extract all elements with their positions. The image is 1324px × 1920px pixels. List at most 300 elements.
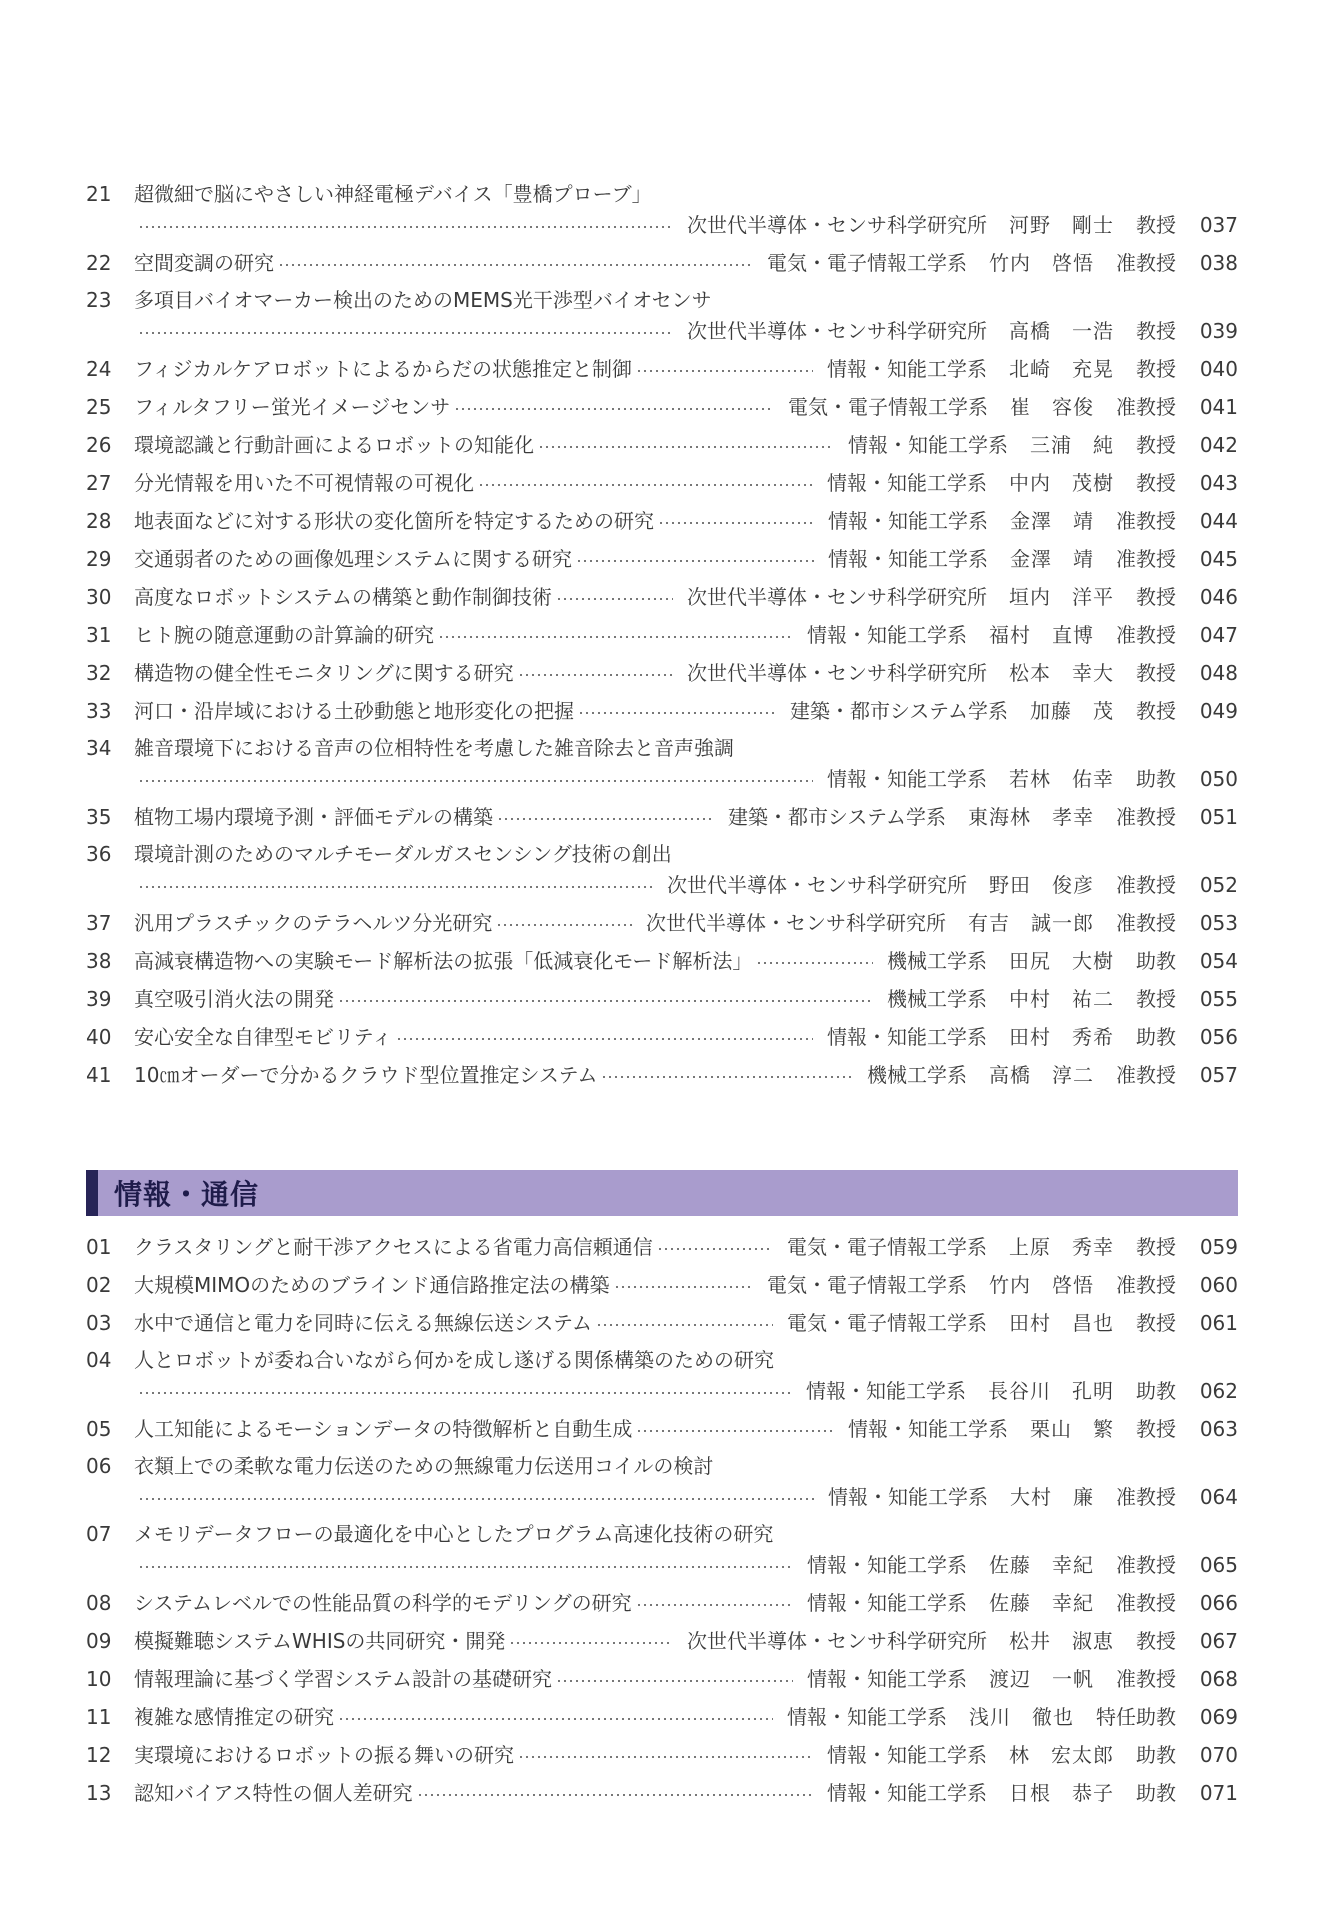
toc-entry[interactable] <box>86 1736 1238 1774</box>
entry-number: 39 <box>86 987 112 1011</box>
toc-entry[interactable] <box>86 1056 1238 1094</box>
dot-leader <box>396 1038 813 1040</box>
dot-leader <box>338 1718 773 1720</box>
entry-page-number: 062 <box>1199 1379 1238 1403</box>
entry-title: 10㎝オーダーで分かるクラウド型位置推定システム <box>134 1063 598 1087</box>
entry-page-number: 063 <box>1199 1417 1238 1441</box>
dot-leader <box>438 636 793 638</box>
entry-author-name: 大村 廉 <box>1010 1485 1094 1509</box>
entry-author-name: 中内 茂樹 <box>1009 471 1114 495</box>
toc-entry[interactable] <box>86 654 1238 692</box>
dot-leader <box>138 780 813 782</box>
entry-page-number: 071 <box>1199 1781 1238 1805</box>
entry-number: 40 <box>86 1025 112 1049</box>
entry-number: 28 <box>86 509 112 533</box>
entry-department: 建築・都市システム学系 <box>790 699 1008 723</box>
entry-author-name: 日根 恭子 <box>1009 1781 1114 1805</box>
entry-page-number: 066 <box>1199 1591 1238 1615</box>
entry-number: 38 <box>86 949 112 973</box>
toc-entry[interactable] <box>86 980 1238 1018</box>
entry-title: ヒト腕の随意運動の計算論的研究 <box>134 623 434 647</box>
toc-entry[interactable] <box>86 836 1238 904</box>
entry-number: 41 <box>86 1063 112 1087</box>
dot-leader <box>636 1430 834 1432</box>
entry-author-info <box>827 767 1238 791</box>
entry-author-info <box>646 911 1238 935</box>
entry-department: 次世代半導体・センサ科学研究所 <box>687 319 987 343</box>
toc-entry[interactable] <box>86 1698 1238 1736</box>
entry-department: 次世代半導体・センサ科学研究所 <box>687 661 987 685</box>
entry-author-info <box>687 213 1238 237</box>
entry-page-number: 042 <box>1199 433 1238 457</box>
entry-number: 04 <box>86 1348 112 1372</box>
entry-author-info <box>787 1705 1238 1729</box>
entry-author-name: 田村 秀希 <box>1009 1025 1114 1049</box>
entry-author-name: 田尻 大樹 <box>1009 949 1114 973</box>
dot-leader <box>518 1756 813 1758</box>
entry-number: 08 <box>86 1591 112 1615</box>
entry-position: 助教 <box>1136 1743 1176 1767</box>
entry-author-name: 林 宏太郎 <box>1009 1743 1114 1767</box>
entry-page-number: 068 <box>1199 1667 1238 1691</box>
entry-title: 水中で通信と電力を同時に伝える無線伝送システム <box>134 1311 592 1335</box>
entry-author-info <box>667 873 1238 897</box>
entry-title: フィルタフリー蛍光イメージセンサ <box>134 395 451 419</box>
entry-number: 37 <box>86 911 112 935</box>
entry-page-number: 049 <box>1199 699 1238 723</box>
entry-position: 准教授 <box>1116 1667 1176 1691</box>
entry-page-number: 055 <box>1199 987 1238 1011</box>
dot-leader <box>497 818 714 820</box>
entry-author-info <box>767 1273 1238 1297</box>
entry-position: 教授 <box>1136 1235 1176 1259</box>
entry-number: 33 <box>86 699 112 723</box>
toc-entry[interactable] <box>86 798 1238 836</box>
toc-entry[interactable] <box>86 1774 1238 1812</box>
entry-page-number: 052 <box>1199 873 1238 897</box>
entry-position: 助教 <box>1136 1781 1176 1805</box>
entry-author-info <box>827 357 1238 381</box>
toc-entry[interactable] <box>86 426 1238 464</box>
entry-department: 次世代半導体・センサ科学研究所 <box>667 873 967 897</box>
entry-position: 准教授 <box>1116 1553 1176 1577</box>
entry-title: 情報理論に基づく学習システム設計の基礎研究 <box>134 1667 552 1691</box>
entry-department: 情報・知能工学系 <box>807 1667 967 1691</box>
entry-position: 助教 <box>1136 949 1176 973</box>
entry-position: 助教 <box>1136 767 1176 791</box>
toc-entry[interactable] <box>86 730 1238 798</box>
entry-number: 22 <box>86 251 112 275</box>
entry-department: 次世代半導体・センサ科学研究所 <box>687 585 987 609</box>
entry-number: 36 <box>86 842 112 866</box>
entry-author-info <box>848 433 1238 457</box>
entry-department: 情報・知能工学系 <box>828 547 988 571</box>
entry-title: 地表面などに対する形状の変化箇所を特定するための研究 <box>134 509 654 533</box>
entry-page-number: 064 <box>1199 1485 1238 1509</box>
entry-number: 03 <box>86 1311 112 1335</box>
entry-page-number: 047 <box>1199 623 1238 647</box>
entry-department: 情報・知能工学系 <box>827 1781 987 1805</box>
entry-number: 31 <box>86 623 112 647</box>
entry-department: 情報・知能工学系 <box>828 1485 988 1509</box>
entry-number: 24 <box>86 357 112 381</box>
entry-title: 大規模MIMOのためのブラインド通信路推定法の構築 <box>134 1273 610 1297</box>
entry-author-name: 浅川 徹也 <box>969 1705 1074 1729</box>
entry-title: 雑音環境下における音声の位相特性を考慮した雑音除去と音声強調 <box>134 736 734 760</box>
entry-author-info <box>687 1629 1238 1653</box>
entry-author-name: 高橋 一浩 <box>1009 319 1114 343</box>
toc-entry[interactable] <box>86 1018 1238 1056</box>
entry-number: 35 <box>86 805 112 829</box>
entry-department: 情報・知能工学系 <box>807 623 967 647</box>
entry-number: 01 <box>86 1235 112 1259</box>
entry-author-name: 垣内 洋平 <box>1009 585 1114 609</box>
entry-department: 情報・知能工学系 <box>807 1553 967 1577</box>
entry-department: 電気・電子情報工学系 <box>788 395 988 419</box>
dot-leader <box>657 1248 773 1250</box>
toc-entry[interactable] <box>86 1410 1238 1448</box>
dot-leader <box>278 264 753 266</box>
entry-department: 機械工学系 <box>887 987 987 1011</box>
dot-leader <box>138 886 653 888</box>
entry-page-number: 046 <box>1199 585 1238 609</box>
entry-page-number: 053 <box>1199 911 1238 935</box>
entry-title: 分光情報を用いた不可視情報の可視化 <box>134 471 474 495</box>
entry-title: 安心安全な自律型モビリティ <box>134 1025 392 1049</box>
dot-leader <box>478 484 813 486</box>
entry-author-info <box>806 1379 1238 1403</box>
entry-author-name: 上原 秀幸 <box>1009 1235 1114 1259</box>
entry-number: 29 <box>86 547 112 571</box>
toc-list-info-communication <box>86 1228 1238 1812</box>
entry-author-info <box>828 547 1238 571</box>
dot-leader <box>338 1000 873 1002</box>
dot-leader <box>518 674 673 676</box>
entry-number: 02 <box>86 1273 112 1297</box>
entry-position: 准教授 <box>1116 251 1176 275</box>
entry-author-info <box>867 1063 1238 1087</box>
entry-page-number: 040 <box>1199 357 1238 381</box>
entry-position: 准教授 <box>1116 547 1176 571</box>
entry-position: 教授 <box>1136 433 1176 457</box>
entry-author-info <box>827 471 1238 495</box>
entry-department: 情報・知能工学系 <box>787 1705 947 1729</box>
entry-author-name: 東海林 孝幸 <box>968 805 1094 829</box>
entry-position: 教授 <box>1136 1629 1176 1653</box>
entry-department: 情報・知能工学系 <box>828 509 988 533</box>
entry-author-info <box>807 1553 1238 1577</box>
entry-author-info <box>687 319 1238 343</box>
entry-number: 11 <box>86 1705 112 1729</box>
entry-position: 助教 <box>1136 1025 1176 1049</box>
entry-number: 10 <box>86 1667 112 1691</box>
entry-department: 電気・電子情報工学系 <box>767 1273 967 1297</box>
entry-position: 教授 <box>1136 699 1176 723</box>
dot-leader <box>454 408 774 410</box>
entry-title: 複雑な感情推定の研究 <box>134 1705 334 1729</box>
entry-department: 機械工学系 <box>867 1063 967 1087</box>
entry-author-info <box>807 623 1238 647</box>
entry-department: 建築・都市システム学系 <box>728 805 946 829</box>
dot-leader <box>756 962 873 964</box>
entry-title: 模擬難聴システムWHISの共同研究・開発 <box>134 1629 506 1653</box>
entry-position: 准教授 <box>1116 805 1176 829</box>
entry-number: 05 <box>86 1417 112 1441</box>
entry-author-info <box>787 1235 1238 1259</box>
toc-entry[interactable] <box>86 1660 1238 1698</box>
entry-number: 21 <box>86 182 112 206</box>
entry-department: 次世代半導体・センサ科学研究所 <box>687 213 987 237</box>
entry-position: 准教授 <box>1116 1485 1176 1509</box>
dot-leader <box>601 1076 853 1078</box>
entry-position: 准教授 <box>1116 911 1176 935</box>
entry-author-info <box>788 395 1238 419</box>
entry-page-number: 067 <box>1199 1629 1238 1653</box>
entry-author-name: 三浦 純 <box>1030 433 1114 457</box>
entry-author-name: 有吉 誠一郎 <box>968 911 1094 935</box>
entry-position: 教授 <box>1136 1311 1176 1335</box>
entry-department: 電気・電子情報工学系 <box>767 251 967 275</box>
entry-page-number: 048 <box>1199 661 1238 685</box>
entry-department: 情報・知能工学系 <box>806 1379 966 1403</box>
entry-title: 汎用プラスチックのテラヘルツ分光研究 <box>134 911 493 935</box>
toc-entry[interactable] <box>86 692 1238 730</box>
entry-number: 27 <box>86 471 112 495</box>
entry-title: クラスタリングと耐干渉アクセスによる省電力高信頼通信 <box>134 1235 653 1259</box>
entry-position: 教授 <box>1136 987 1176 1011</box>
dot-leader <box>509 1642 673 1644</box>
dot-leader <box>576 560 814 562</box>
dot-leader <box>556 598 673 600</box>
entry-page-number: 038 <box>1199 251 1238 275</box>
toc-list-previous-section <box>86 176 1238 1094</box>
entry-position: 准教授 <box>1116 509 1176 533</box>
entry-author-name: 金澤 靖 <box>1010 547 1094 571</box>
dot-leader <box>138 226 673 228</box>
toc-entry[interactable] <box>86 388 1238 426</box>
entry-title: 環境認識と行動計画によるロボットの知能化 <box>134 433 534 457</box>
dot-leader <box>578 712 776 714</box>
entry-number: 32 <box>86 661 112 685</box>
toc-entry[interactable] <box>86 942 1238 980</box>
entry-position: 教授 <box>1136 319 1176 343</box>
toc-entry[interactable] <box>86 1448 1238 1516</box>
entry-title: 実環境におけるロボットの振る舞いの研究 <box>134 1743 514 1767</box>
entry-page-number: 059 <box>1199 1235 1238 1259</box>
entry-title: 環境計測のためのマルチモーダルガスセンシング技術の創出 <box>134 842 672 866</box>
entry-author-info <box>827 1025 1238 1049</box>
toc-entry[interactable] <box>86 176 1238 244</box>
entry-title: 高度なロボットシステムの構築と動作制御技術 <box>134 585 552 609</box>
toc-entry[interactable] <box>86 1342 1238 1410</box>
entry-author-info <box>807 1667 1238 1691</box>
entry-position: 教授 <box>1136 213 1176 237</box>
entry-author-info <box>687 585 1238 609</box>
entry-page-number: 041 <box>1199 395 1238 419</box>
entry-title: 多項目バイオマーカー検出のためのMEMS光干渉型バイオセンサ <box>134 288 712 312</box>
entry-author-name: 栗山 繁 <box>1030 1417 1114 1441</box>
dot-leader <box>138 1566 793 1568</box>
entry-title: 人とロボットが委ね合いながら何かを成し遂げる関係構築のための研究 <box>134 1348 774 1372</box>
entry-title: フィジカルケアロボットによるからだの状態推定と制御 <box>134 357 632 381</box>
entry-department: 次世代半導体・センサ科学研究所 <box>687 1629 987 1653</box>
entry-author-name: 田村 昌也 <box>1009 1311 1114 1335</box>
entry-author-name: 長谷川 孔明 <box>988 1379 1114 1403</box>
entry-title: 超微細で脳にやさしい神経電極デバイス「豊橋プローブ」 <box>134 182 652 206</box>
entry-department: 情報・知能工学系 <box>827 1743 987 1767</box>
entry-page-number: 070 <box>1199 1743 1238 1767</box>
toc-entry[interactable] <box>86 502 1238 540</box>
entry-position: 准教授 <box>1116 1063 1176 1087</box>
entry-author-info <box>887 987 1238 1011</box>
entry-department: 情報・知能工学系 <box>807 1591 967 1615</box>
entry-author-info <box>887 949 1238 973</box>
dot-leader <box>636 370 813 372</box>
entry-author-name: 松井 淑恵 <box>1009 1629 1114 1653</box>
entry-page-number: 044 <box>1199 509 1238 533</box>
entry-position: 教授 <box>1136 357 1176 381</box>
toc-entry[interactable] <box>86 1266 1238 1304</box>
entry-title: 河口・沿岸域における土砂動態と地形変化の把握 <box>134 699 574 723</box>
entry-position: 教授 <box>1136 1417 1176 1441</box>
entry-department: 電気・電子情報工学系 <box>787 1235 987 1259</box>
entry-title: 空間変調の研究 <box>134 251 274 275</box>
entry-page-number: 039 <box>1199 319 1238 343</box>
entry-author-info <box>790 699 1238 723</box>
entry-position: 教授 <box>1136 585 1176 609</box>
entry-title: 植物工場内環境予測・評価モデルの構築 <box>134 805 493 829</box>
toc-entry[interactable] <box>86 1304 1238 1342</box>
entry-page-number: 057 <box>1199 1063 1238 1087</box>
entry-author-info <box>827 1781 1238 1805</box>
toc-entry[interactable] <box>86 350 1238 388</box>
entry-author-name: 竹内 啓悟 <box>989 1273 1094 1297</box>
entry-author-name: 野田 俊彦 <box>989 873 1094 897</box>
entry-number: 09 <box>86 1629 112 1653</box>
entry-author-name: 竹内 啓悟 <box>989 251 1094 275</box>
entry-position: 教授 <box>1136 661 1176 685</box>
dot-leader <box>417 1794 813 1796</box>
entry-title: 交通弱者のための画像処理システムに関する研究 <box>134 547 572 571</box>
section-accent-bar <box>86 1170 98 1216</box>
entry-author-name: 金澤 靖 <box>1010 509 1094 533</box>
entry-page-number: 060 <box>1199 1273 1238 1297</box>
entry-author-name: 河野 剛士 <box>1009 213 1114 237</box>
entry-page-number: 050 <box>1199 767 1238 791</box>
toc-entry[interactable] <box>86 244 1238 282</box>
dot-leader <box>658 522 814 524</box>
entry-position: 教授 <box>1136 471 1176 495</box>
entry-page-number: 054 <box>1199 949 1238 973</box>
toc-entry[interactable] <box>86 282 1238 350</box>
entry-author-name: 福村 直博 <box>989 623 1094 647</box>
entry-number: 23 <box>86 288 112 312</box>
entry-title: 構造物の健全性モニタリングに関する研究 <box>134 661 514 685</box>
entry-department: 電気・電子情報工学系 <box>787 1311 987 1335</box>
toc-entry[interactable] <box>86 1228 1238 1266</box>
entry-author-name: 加藤 茂 <box>1030 699 1114 723</box>
entry-page-number: 061 <box>1199 1311 1238 1335</box>
entry-number: 06 <box>86 1454 112 1478</box>
dot-leader <box>596 1324 773 1326</box>
dot-leader <box>614 1286 753 1288</box>
entry-author-info <box>828 509 1238 533</box>
toc-entry[interactable] <box>86 464 1238 502</box>
entry-department: 情報・知能工学系 <box>848 1417 1008 1441</box>
entry-title: 認知バイアス特性の個人差研究 <box>134 1781 413 1805</box>
entry-title: システムレベルでの性能品質の科学的モデリングの研究 <box>134 1591 632 1615</box>
dot-leader <box>496 924 632 926</box>
entry-author-name: 高橋 淳二 <box>989 1063 1094 1087</box>
entry-author-name: 崔 容俊 <box>1010 395 1094 419</box>
entry-page-number: 045 <box>1199 547 1238 571</box>
dot-leader <box>636 1604 793 1606</box>
entry-author-info <box>787 1311 1238 1335</box>
entry-page-number: 037 <box>1199 213 1238 237</box>
entry-author-info <box>827 1743 1238 1767</box>
toc-entry[interactable] <box>86 904 1238 942</box>
dot-leader <box>138 1392 792 1394</box>
toc-entry[interactable] <box>86 578 1238 616</box>
section-title: 情報・通信 <box>114 1178 260 1211</box>
entry-author-name: 若林 佑幸 <box>1009 767 1114 791</box>
entry-author-name: 渡辺 一帆 <box>989 1667 1094 1691</box>
entry-number: 13 <box>86 1781 112 1805</box>
entry-author-info <box>687 661 1238 685</box>
entry-page-number: 051 <box>1199 805 1238 829</box>
entry-page-number: 056 <box>1199 1025 1238 1049</box>
entry-author-info <box>807 1591 1238 1615</box>
entry-page-number: 043 <box>1199 471 1238 495</box>
toc-entry[interactable] <box>86 1584 1238 1622</box>
dot-leader <box>538 446 834 448</box>
entry-position: 特任助教 <box>1096 1705 1176 1729</box>
entry-department: 次世代半導体・センサ科学研究所 <box>646 911 946 935</box>
entry-author-info <box>828 1485 1238 1509</box>
entry-department: 情報・知能工学系 <box>848 433 1008 457</box>
entry-title: 真空吸引消火法の開発 <box>134 987 334 1011</box>
entry-position: 准教授 <box>1116 623 1176 647</box>
toc-entry[interactable] <box>86 1516 1238 1584</box>
entry-number: 12 <box>86 1743 112 1767</box>
toc-entry[interactable] <box>86 1622 1238 1660</box>
entry-page-number: 069 <box>1199 1705 1238 1729</box>
entry-number: 30 <box>86 585 112 609</box>
entry-page-number: 065 <box>1199 1553 1238 1577</box>
section-header <box>86 1170 1238 1216</box>
entry-author-name: 松本 幸大 <box>1009 661 1114 685</box>
entry-department: 情報・知能工学系 <box>827 1025 987 1049</box>
dot-leader <box>138 332 673 334</box>
entry-position: 准教授 <box>1116 873 1176 897</box>
entry-author-name: 中村 祐二 <box>1009 987 1114 1011</box>
entry-title: 人工知能によるモーションデータの特徴解析と自動生成 <box>134 1417 633 1441</box>
entry-author-info <box>848 1417 1238 1441</box>
entry-title: メモリデータフローの最適化を中心としたプログラム高速化技術の研究 <box>134 1522 774 1546</box>
entry-department: 機械工学系 <box>887 949 987 973</box>
entry-author-name: 佐藤 幸紀 <box>989 1553 1094 1577</box>
entry-title: 高減衰構造物への実験モード解析法の拡張「低減衰化モード解析法」 <box>134 949 753 973</box>
entry-author-info <box>767 251 1238 275</box>
entry-position: 准教授 <box>1116 395 1176 419</box>
entry-number: 25 <box>86 395 112 419</box>
entry-department: 情報・知能工学系 <box>827 471 987 495</box>
toc-entry[interactable] <box>86 540 1238 578</box>
entry-number: 07 <box>86 1522 112 1546</box>
entry-position: 助教 <box>1136 1379 1176 1403</box>
toc-entry[interactable] <box>86 616 1238 654</box>
dot-leader <box>556 1680 793 1682</box>
